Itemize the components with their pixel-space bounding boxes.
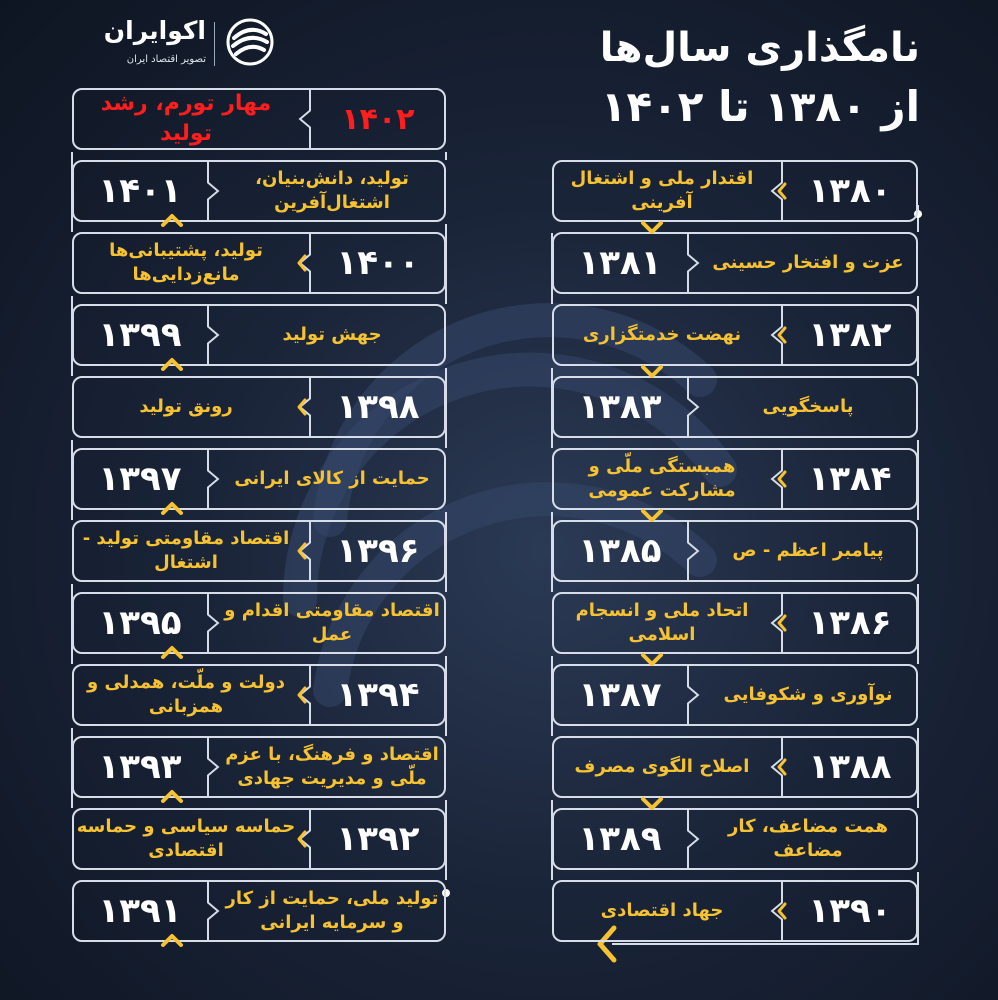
row-divider bbox=[206, 450, 220, 508]
year-label: اقتصاد مقاومتی اقدام و عمل bbox=[224, 599, 440, 645]
yellow-arrow-icon bbox=[776, 757, 788, 777]
timeline-row-years_right-8 bbox=[552, 736, 918, 798]
row-divider bbox=[686, 666, 700, 724]
yellow-arrow-icon bbox=[296, 253, 308, 273]
year-number: ۱۳۸۲ bbox=[808, 315, 892, 355]
yellow-arrow-icon bbox=[776, 181, 788, 201]
year-number: ۱۳۸۳ bbox=[578, 387, 662, 427]
year-number: ۱۴۰۰ bbox=[336, 243, 420, 283]
year-label: پیامبر اعظم - ص bbox=[732, 539, 884, 561]
timeline-row-years_right-0 bbox=[552, 160, 918, 222]
year-label: مهار تورم، رشد تولید bbox=[100, 91, 272, 146]
chevron-up-icon bbox=[160, 932, 184, 948]
timeline-row-years_right-1 bbox=[552, 232, 918, 294]
year-number: ۱۳۹۳ bbox=[98, 747, 182, 787]
yellow-arrow-icon bbox=[296, 829, 308, 849]
yellow-arrow-icon bbox=[296, 397, 308, 417]
row-divider bbox=[686, 522, 700, 580]
timeline-row-years_left-7 bbox=[72, 592, 446, 654]
row-divider bbox=[206, 306, 220, 364]
chevron-up-icon bbox=[160, 644, 184, 660]
year-label: اقتصاد و فرهنگ، با عزم ملّی و مدیریت جهادی bbox=[225, 743, 439, 789]
year-number: ۱۳۸۱ bbox=[578, 243, 662, 283]
chevron-down-icon bbox=[640, 364, 664, 380]
chevron-up-icon bbox=[160, 212, 184, 228]
year-label: حماسه سیاسی و حماسه اقتصادی bbox=[76, 815, 296, 861]
chevron-down-icon bbox=[640, 796, 664, 812]
chevron-down-icon bbox=[640, 652, 664, 668]
year-label: نهضت خدمتگزاری bbox=[582, 323, 742, 345]
year-label: اصلاح الگوی مصرف bbox=[574, 755, 750, 777]
row-divider bbox=[206, 594, 220, 652]
yellow-arrow-icon bbox=[776, 469, 788, 489]
chevron-up-icon bbox=[160, 788, 184, 804]
year-label: حمایت از کالای ایرانی bbox=[234, 467, 430, 489]
year-number: ۱۴۰۲ bbox=[341, 101, 415, 137]
year-label: عزت و افتخار حسینی bbox=[712, 251, 904, 273]
logo-mark-icon bbox=[224, 16, 276, 68]
row-divider bbox=[206, 738, 220, 796]
year-label: تولید، پشتیبانی‌ها مانع‌زدایی‌ها bbox=[109, 239, 263, 285]
timeline-row-years_right-2 bbox=[552, 304, 918, 366]
timeline-row-years_right-9 bbox=[552, 808, 918, 870]
year-label: تولید ملی، حمایت از کار و سرمایه ایرانی bbox=[225, 887, 439, 933]
page-title-line-2: از ۱۳۸۰ تا ۱۴۰۲ bbox=[600, 82, 920, 131]
timeline-row-years_right-4 bbox=[552, 448, 918, 510]
yellow-arrow-icon bbox=[296, 685, 308, 705]
year-number: ۱۳۹۷ bbox=[98, 459, 182, 499]
year-label: اتحاد ملی و انسجام اسلامی bbox=[575, 599, 749, 645]
row-divider bbox=[686, 378, 700, 436]
year-number: ۱۳۹۴ bbox=[336, 675, 420, 715]
brand-subtitle: تصویر اقتصاد ایران bbox=[126, 54, 206, 65]
year-label: جهاد اقتصادی bbox=[600, 899, 724, 921]
yellow-arrow-icon bbox=[296, 541, 308, 561]
year-number: ۱۳۸۵ bbox=[578, 531, 662, 571]
yellow-arrow-icon bbox=[776, 325, 788, 345]
row-divider bbox=[206, 882, 220, 940]
year-number: ۱۳۸۶ bbox=[808, 603, 892, 643]
chevron-up-icon bbox=[160, 500, 184, 516]
timeline-row-years_left-0 bbox=[72, 88, 446, 150]
timeline-row-years_left-3 bbox=[72, 304, 446, 366]
year-label: اقتدار ملی و اشتغال آفرینی bbox=[570, 167, 754, 213]
year-number: ۱۳۸۸ bbox=[808, 747, 892, 787]
year-number: ۱۳۹۱ bbox=[98, 891, 182, 931]
timeline-row-years_right-6 bbox=[552, 592, 918, 654]
page-title-line-1: نامگذاری سال‌ها bbox=[599, 25, 920, 71]
timeline-row-years_right-10 bbox=[552, 880, 918, 942]
logo-divider bbox=[214, 22, 215, 66]
year-label: همت مضاعف، کار مضاعف bbox=[728, 815, 888, 861]
brand-name: اکوایران bbox=[103, 16, 206, 45]
year-label: جهش تولید bbox=[282, 323, 382, 345]
year-label: اقتصاد مقاومتی تولید - اشتغال bbox=[82, 527, 290, 573]
year-number: ۱۳۸۰ bbox=[808, 171, 892, 211]
year-label: همبستگی ملّی و مشارکت عمومی bbox=[588, 455, 736, 501]
year-number: ۱۳۹۹ bbox=[98, 315, 182, 355]
year-number: ۱۳۸۷ bbox=[578, 675, 662, 715]
year-number: ۱۳۸۹ bbox=[578, 819, 662, 859]
brand-logo[interactable] bbox=[84, 12, 284, 72]
timeline-row-years_left-10 bbox=[72, 808, 446, 870]
timeline-row-years_left-2 bbox=[72, 232, 446, 294]
row-divider bbox=[206, 162, 220, 220]
chevron-down-icon bbox=[640, 220, 664, 236]
chevron-down-icon bbox=[640, 508, 664, 524]
yellow-arrow-icon bbox=[776, 901, 788, 921]
timeline-row-years_right-7 bbox=[552, 664, 918, 726]
year-label: تولید، دانش‌بنیان، اشتغال‌آفرین bbox=[255, 167, 409, 213]
timeline-row-years_left-8 bbox=[72, 664, 446, 726]
row-divider bbox=[686, 810, 700, 868]
timeline-row-years_left-1 bbox=[72, 160, 446, 222]
timeline-row-years_right-5 bbox=[552, 520, 918, 582]
year-number: ۱۳۹۲ bbox=[336, 819, 420, 859]
year-label: دولت و ملّت، همدلی و همزبانی bbox=[87, 671, 285, 717]
year-label: رونق تولید bbox=[139, 395, 233, 417]
timeline-row-years_left-4 bbox=[72, 376, 446, 438]
row-divider bbox=[686, 234, 700, 292]
timeline-row-years_left-11 bbox=[72, 880, 446, 942]
year-number: ۱۳۹۶ bbox=[336, 531, 420, 571]
year-number: ۱۳۹۰ bbox=[808, 891, 892, 931]
year-number: ۱۳۹۸ bbox=[336, 387, 420, 427]
year-label: پاسخگویی bbox=[762, 395, 854, 417]
chevron-up-icon bbox=[160, 356, 184, 372]
row-divider bbox=[298, 90, 312, 148]
timeline-row-years_left-9 bbox=[72, 736, 446, 798]
year-number: ۱۳۸۴ bbox=[808, 459, 892, 499]
yellow-arrow-icon bbox=[776, 613, 788, 633]
timeline-row-years_left-6 bbox=[72, 520, 446, 582]
year-number: ۱۳۹۵ bbox=[98, 603, 182, 643]
timeline-row-years_left-5 bbox=[72, 448, 446, 510]
timeline-row-years_right-3 bbox=[552, 376, 918, 438]
year-label: نوآوری و شکوفایی bbox=[723, 683, 893, 705]
year-number: ۱۴۰۱ bbox=[98, 171, 182, 211]
